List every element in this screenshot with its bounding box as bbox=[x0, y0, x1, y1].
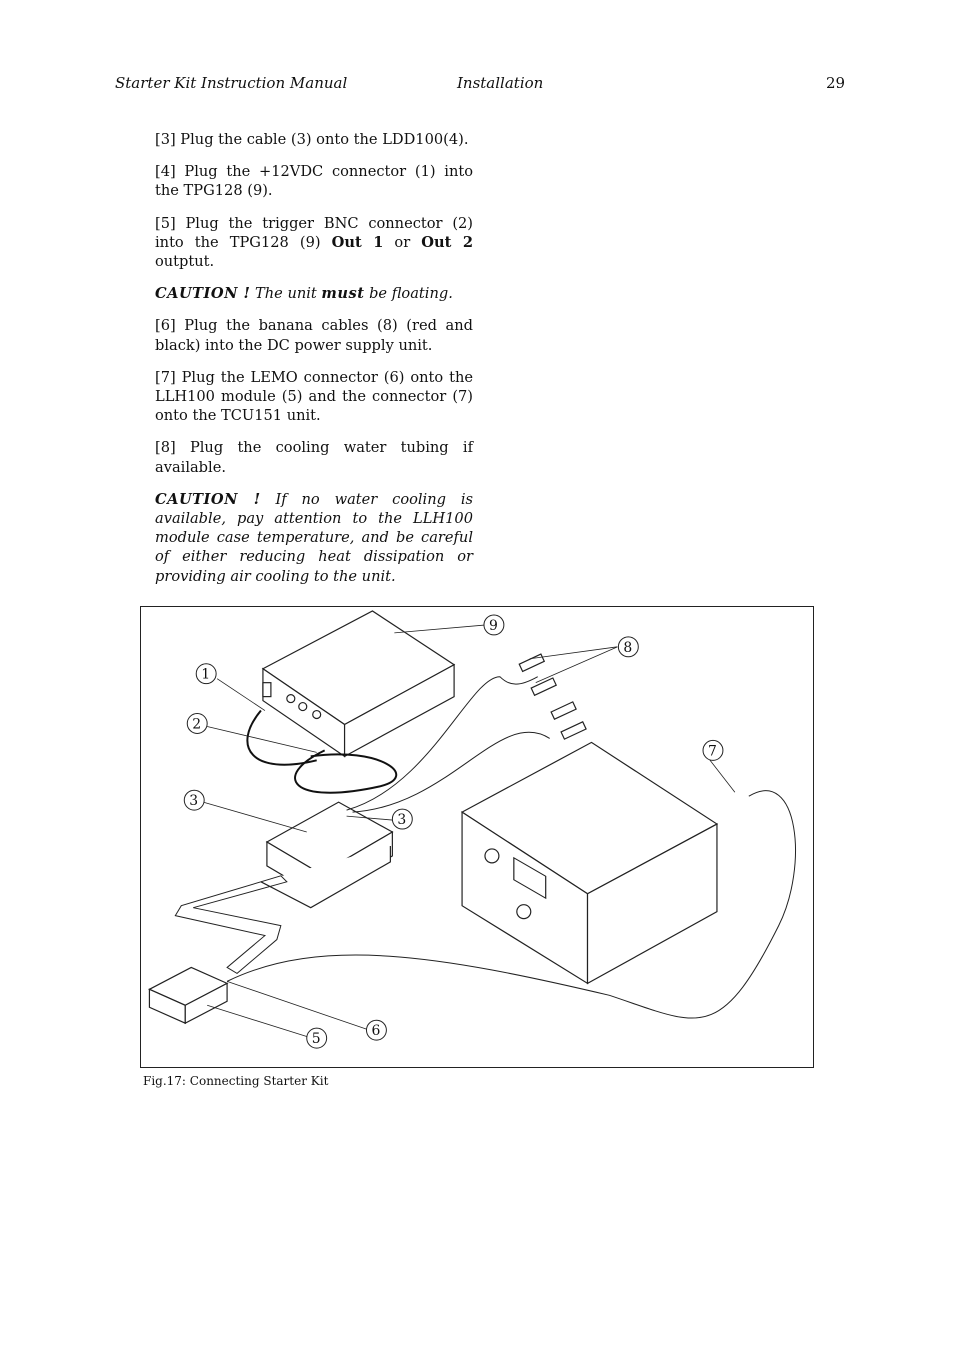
tpg128-unit bbox=[263, 611, 454, 756]
callout-6 bbox=[366, 1020, 386, 1040]
banana-plug-4 bbox=[561, 722, 586, 739]
running-header-title: Starter Kit Instruction Manual bbox=[115, 74, 348, 92]
svg-text:3: 3 bbox=[189, 793, 199, 810]
svg-text:3: 3 bbox=[397, 812, 407, 829]
connection-figure bbox=[140, 606, 814, 1068]
svg-text:6: 6 bbox=[371, 1023, 381, 1040]
banana-plug-2 bbox=[531, 678, 556, 695]
connection-diagram bbox=[141, 607, 813, 1067]
caution-floating: CAUTION ! The unit must be floating. bbox=[155, 285, 453, 303]
svg-text:9: 9 bbox=[488, 617, 498, 634]
callout-7 bbox=[703, 740, 723, 760]
svg-text:7: 7 bbox=[707, 743, 717, 760]
page-number: 29 bbox=[826, 74, 846, 92]
callout-9 bbox=[484, 615, 504, 635]
instruction-column bbox=[155, 130, 473, 599]
banana-plug-1 bbox=[519, 654, 544, 671]
step-8: [8] Plug the cooling water tubing if available. bbox=[155, 439, 473, 476]
llh100-module bbox=[149, 967, 227, 1023]
svg-text:1: 1 bbox=[201, 666, 211, 683]
caution-cooling: CAUTION ! If no water cooling is available, pay attention to the LLH100 module case temperature, and be careful of either reducing heat dissipation or providing air cooling to the unit. bbox=[155, 490, 473, 585]
callout-8 bbox=[618, 637, 638, 657]
banana-plug-3 bbox=[551, 702, 576, 719]
callout-2 bbox=[187, 714, 207, 734]
tcu151-unit bbox=[462, 742, 717, 983]
callout-1 bbox=[196, 664, 216, 684]
bnc-cable bbox=[295, 750, 396, 792]
callout-3a bbox=[184, 790, 204, 810]
svg-text:2: 2 bbox=[192, 716, 202, 733]
step-7: [7] Plug the LEMO connector (6) onto the LLH100 module (5) and the connector (7) onto the TCU151 unit. bbox=[155, 368, 473, 425]
callout-5 bbox=[307, 1028, 327, 1048]
svg-text:5: 5 bbox=[311, 1031, 321, 1048]
step-4: [4] Plug the +12VDC connector (1) into the TPG128 (9). bbox=[155, 163, 473, 200]
ribbon-cable bbox=[175, 876, 287, 974]
running-header-section: Installation bbox=[457, 74, 544, 92]
step-3: [3] Plug the cable (3) onto the LDD100(4). bbox=[155, 131, 469, 148]
svg-text:8: 8 bbox=[623, 639, 633, 656]
callout-3b bbox=[392, 809, 412, 829]
step-6: [6] Plug the banana cables (8) (red and black) into the DC power supply unit. bbox=[155, 317, 473, 354]
figure-caption: Fig.17: Connecting Starter Kit bbox=[143, 1074, 329, 1088]
step-5: [5] Plug the trigger BNC connector (2) into the TPG128 (9) Out 1 or Out 2 outptut. bbox=[155, 214, 473, 271]
